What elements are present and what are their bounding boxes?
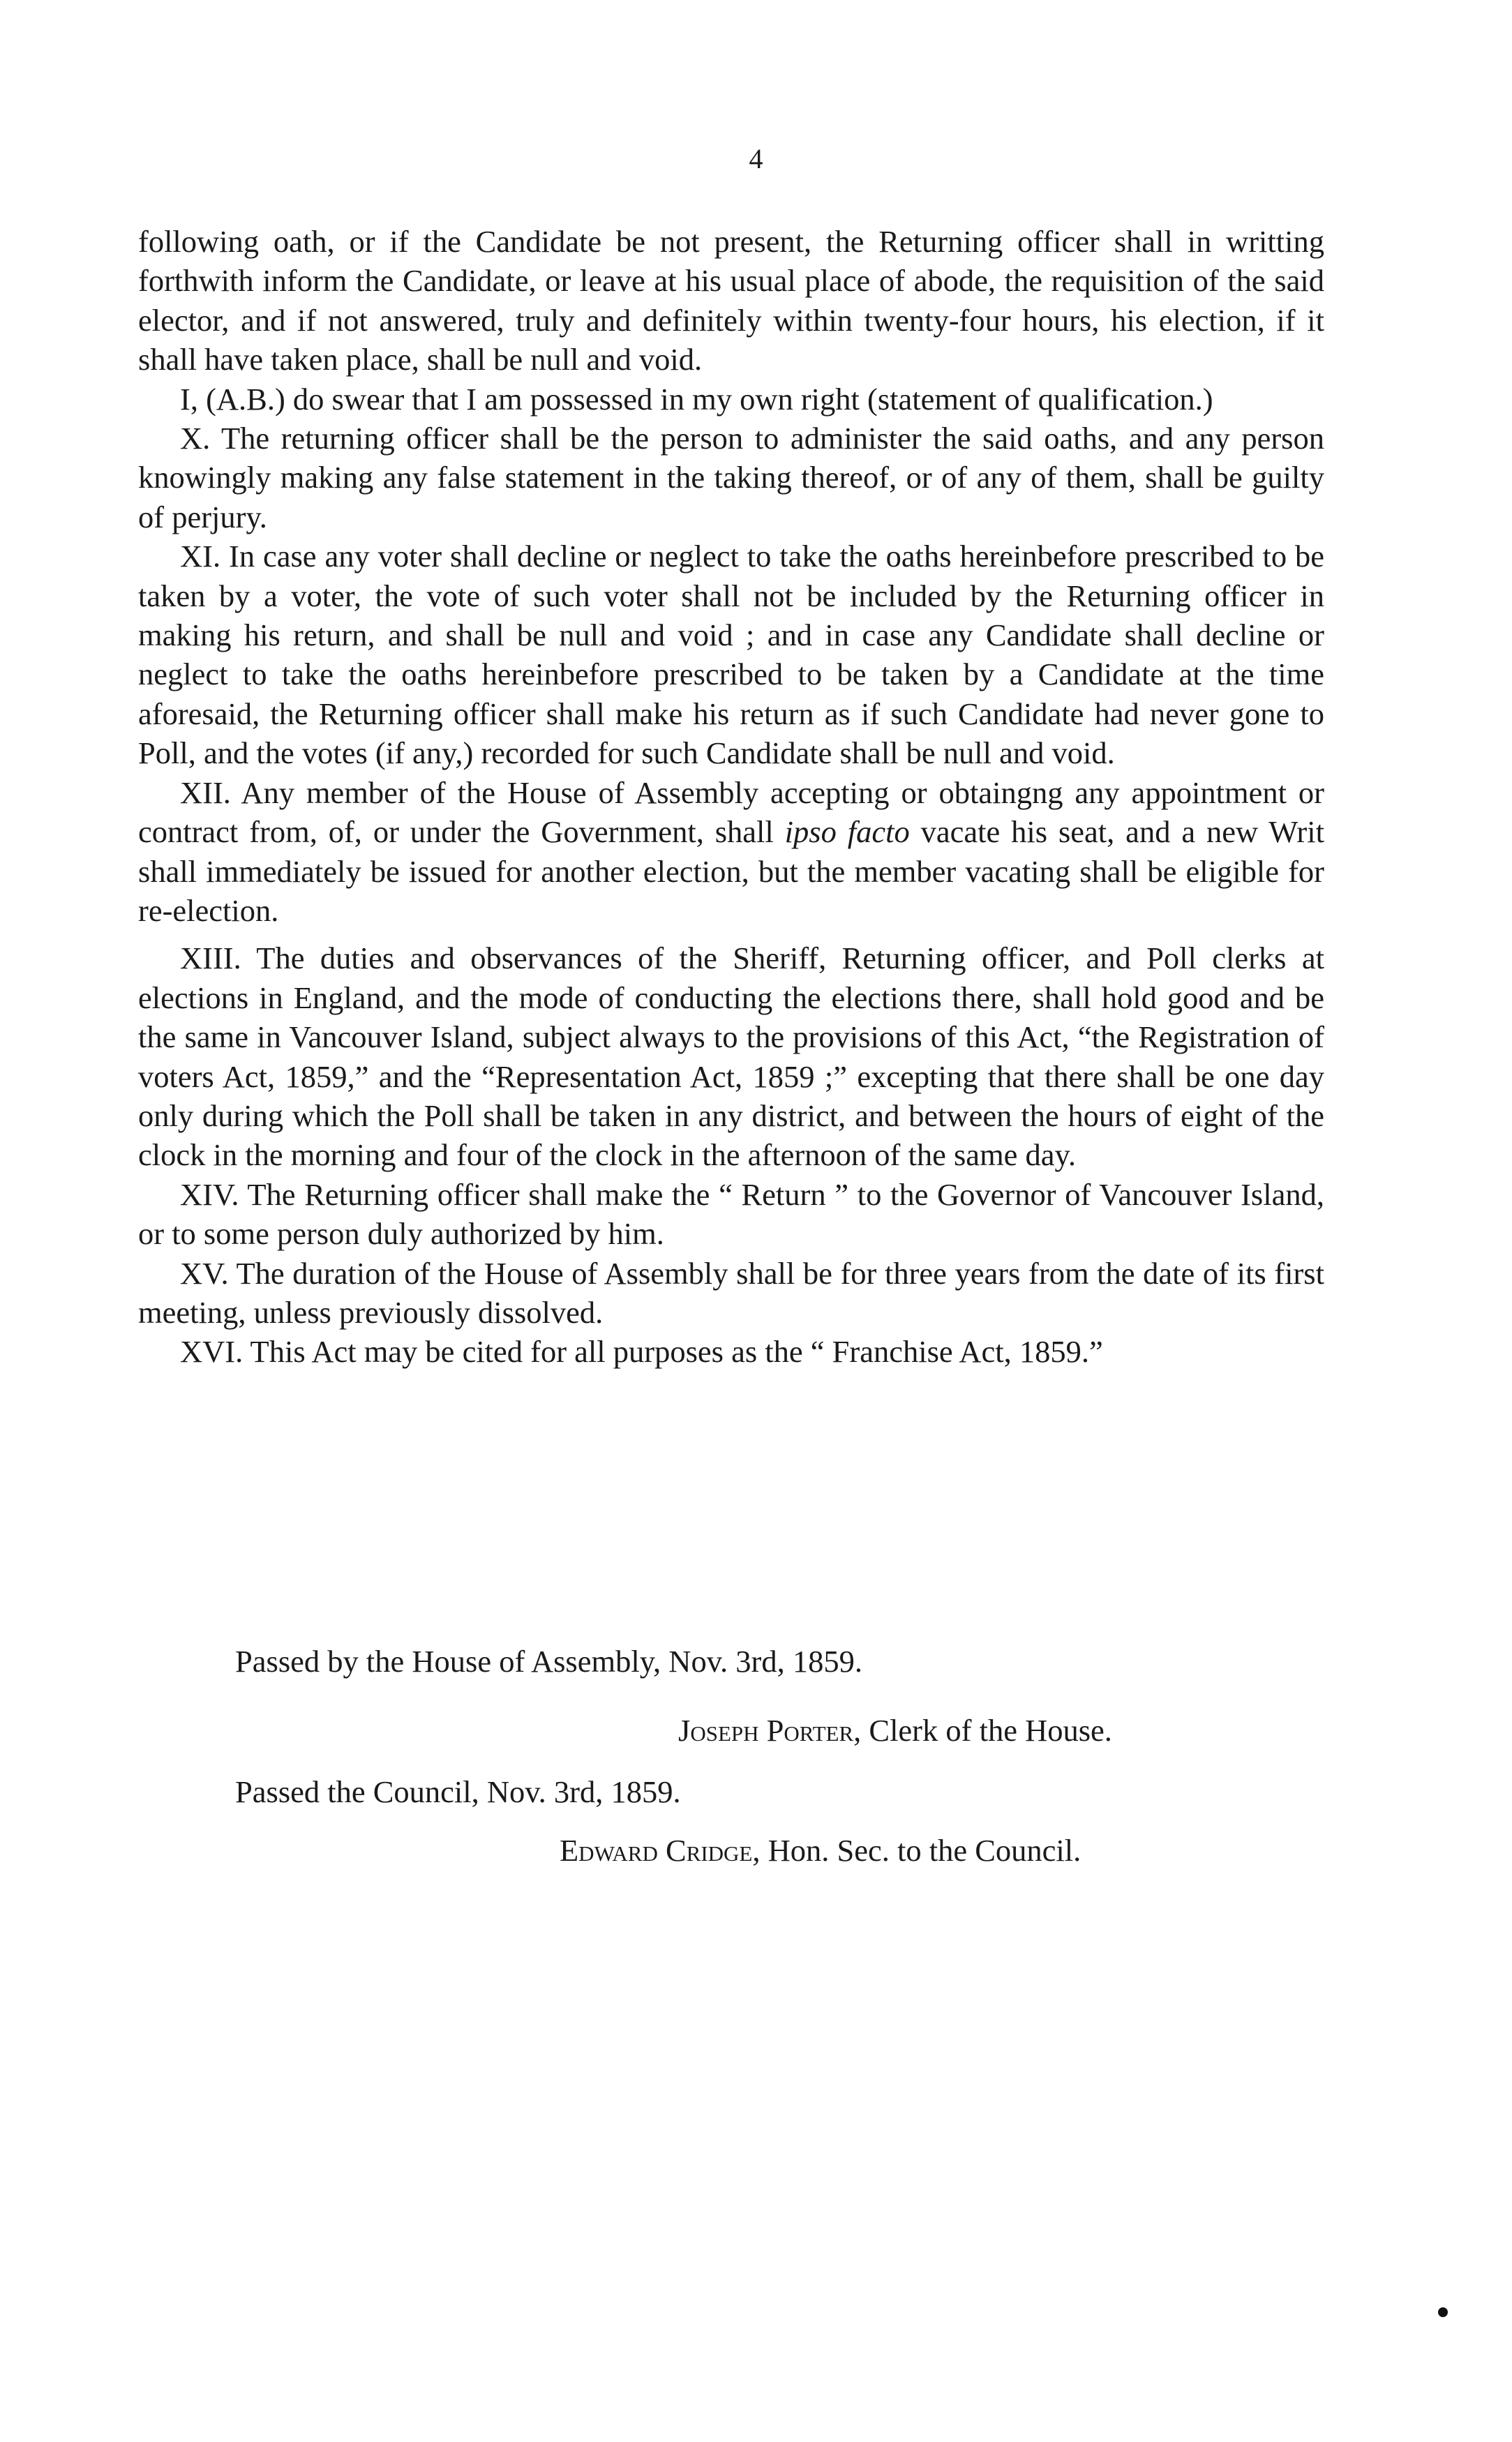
paragraph-oath-form: I, (A.B.) do swear that I am possessed in my own right (statement of qualification.): [180, 381, 1213, 417]
section-xi: XI. In case any voter shall decline or neglect to take the oaths hereinbefore prescribed to be taken by a voter, the vote of such voter shall not be included by the Returning officer in making his return, and shall be null and void ; and in case any Candidate shall decline or neglect to take the oaths hereinbefore prescribed to be taken by a Candidate at the time aforesaid, the Returning officer shall make his return as if such Candidate had never gone to Poll, and the votes (if any,) recorded for such Candidate shall be null and void.: [138, 539, 1324, 771]
clerk-signature: [678, 1712, 1112, 1749]
section-xii-text-a: XII. Any member of the House of Assembly accepting or obtaingng any appointment or contract from, of, or under the Government, shall: [138, 774, 1324, 850]
section-xii-text-b: vacate his seat, and a new Writ shall immediately be issued for another election, but the member vacating shall be eligible for re-election.: [138, 814, 1324, 928]
section-xv: XV. The duration of the House of Assembly shall be for three years from the date of its first meeting, unless previously dissolved.: [138, 1255, 1324, 1330]
ink-speck: [1438, 2307, 1448, 2317]
paragraph-oath-procedure: following oath, or if the Candidate be not present, the Returning officer shall in writting forthwith inform the Candidate, or leave at his usual place of abode, the requisition of the said elector, and if not answered, truly and definitely within twenty-four hours, his election, if it shall have taken place, shall be null and void.: [138, 224, 1324, 377]
secretary-name: Edward Cridge,: [560, 1833, 761, 1868]
clerk-title: Clerk of the House.: [869, 1713, 1112, 1748]
section-xvi: XVI. This Act may be cited for all purposes as the “ Franchise Act, 1859.”: [180, 1334, 1103, 1370]
passed-council-line: Passed the Council, Nov. 3rd, 1859.: [235, 1774, 681, 1809]
section-xiv: XIV. The Returning officer shall make the “ Return ” to the Governor of Vancouver Island, or to some person duly authorized by him.: [138, 1176, 1324, 1252]
page-number: 4: [749, 143, 763, 174]
section-xiii: XIII. The duties and observances of the Sheriff, Returning officer, and Poll clerks at elections in England, and the mode of conducting the elections there, shall hold good and be the same in Vancouver Island, subject always to the provisions of this Act, “the Registration of voters Act, 1859,” and the “Representation Act, 1859 ;” excepting that there shall be one day only during which the Poll shall be taken in any district, and between the hours of eight of the clock in the morning and four of the clock in the afternoon of the same day.: [138, 941, 1324, 1173]
section-x: X. The returning officer shall be the person to administer the said oaths, and any person knowingly making any false statement in the taking thereof, or of any of them, shall be guilty of perjury.: [138, 421, 1324, 534]
secretary-title: Hon. Sec. to the Council.: [768, 1833, 1081, 1868]
section-xii-italic: ipso facto: [784, 814, 910, 850]
clerk-name: Joseph Porter,: [678, 1713, 862, 1748]
document-body: [138, 222, 1324, 1372]
secretary-signature: [560, 1832, 1081, 1869]
passed-house-line: Passed by the House of Assembly, Nov. 3rd, 1859.: [235, 1644, 862, 1679]
section-xii: [138, 773, 1324, 931]
